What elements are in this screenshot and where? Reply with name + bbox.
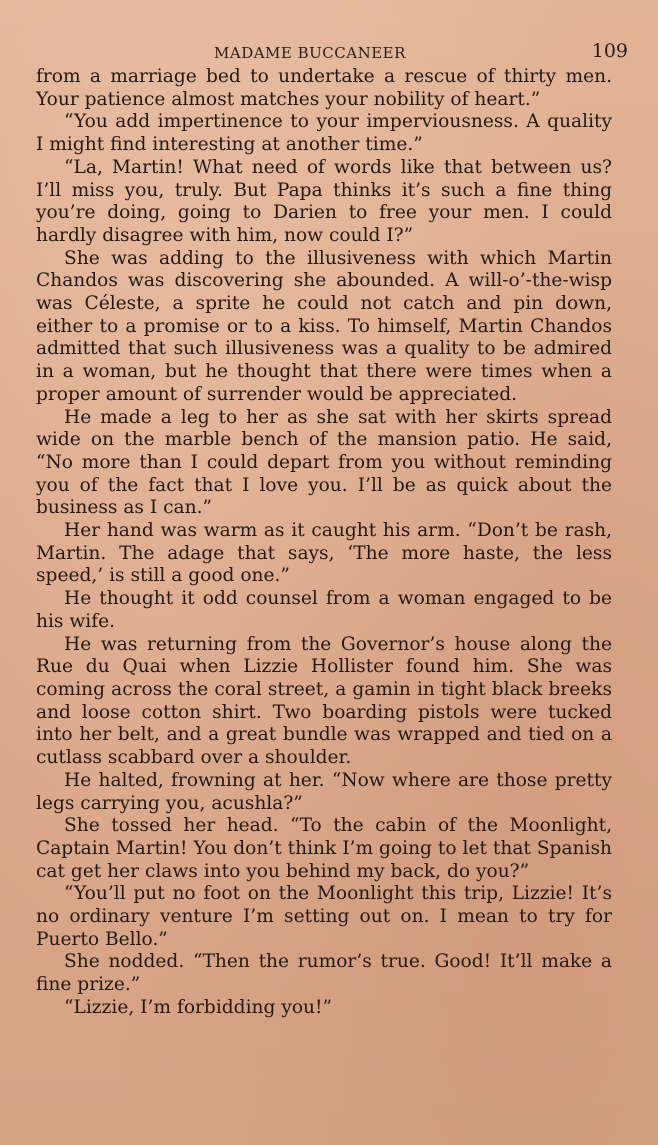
paragraph-continued: from a marriage bed to undertake a rescue of thirty men. Your patience almost matches your nobility of heart.” xyxy=(36,66,612,110)
paragraph: He was returning from the Governor’s house along the Rue du Quai when Lizzie Hollister found him. She was coming across the coral street, a gamin in tight black breeks and loose cotton shirt. Two boarding pistols were tucked into her belt, and a great bundle was wrapped and tied on a cutlass scabbard over a shoulder. xyxy=(36,633,612,769)
running-head: MADAME BUCCANEER xyxy=(214,44,406,62)
paragraph: “La, Martin! What need of words like that between us? I’ll miss you, truly. But Papa thinks it’s such a fine thing you’re doing, going to Darien to free your men. I could hardly disagree with him, now could I?” xyxy=(36,156,612,246)
paragraph: She nodded. “Then the rumor’s true. Good! It’ll make a fine prize.” xyxy=(36,951,612,996)
paragraph: He thought it odd counsel from a woman engaged to be his wife. xyxy=(36,588,612,632)
page-number: 109 xyxy=(591,40,628,62)
paragraph: “You’ll put no foot on the Moonlight this trip, Lizzie! It’s no ordinary venture I’m setting out on. I mean to try for Puerto Bello.” xyxy=(36,883,612,950)
page-header xyxy=(0,40,658,66)
paragraph: “You add impertinence to your imperviousness. A quality I might find interesting at another time.” xyxy=(36,111,612,156)
paragraph: She tossed her head. “To the cabin of the Moonlight, Captain Martin! You don’t think I’m going to let that Spanish cat get her claws into you behind my back, do you?” xyxy=(36,815,612,882)
paragraph: “Lizzie, I’m forbidding you!” xyxy=(64,996,332,1018)
body-text xyxy=(36,66,612,1020)
paragraph: He halted, frowning at her. “Now where are those pretty legs carrying you, acushla?” xyxy=(36,769,612,814)
paragraph: Her hand was warm as it caught his arm. “Don’t be rash, Martin. The adage that says, ‘The more haste, the less speed,’ is still a good one.” xyxy=(36,520,612,587)
paragraph: He made a leg to her as she sat with her skirts spread wide on the marble bench of the mansion patio. He said, “No more than I could depart from you without reminding you of the fact that I love you. I’ll be as quick about the business as I can.” xyxy=(36,406,612,519)
paragraph: She was adding to the illusiveness with which Martin Chandos was discovering she abounded. A will-o’-the-wisp was Céleste, a sprite he could not catch and pin down, either to a promise or to a kiss. To himself, Martin Chandos admitted that such illusiveness was a quality to be admired in a woman, but he thought that there were times when a proper amount of surrender would be appreciated. xyxy=(36,247,612,405)
